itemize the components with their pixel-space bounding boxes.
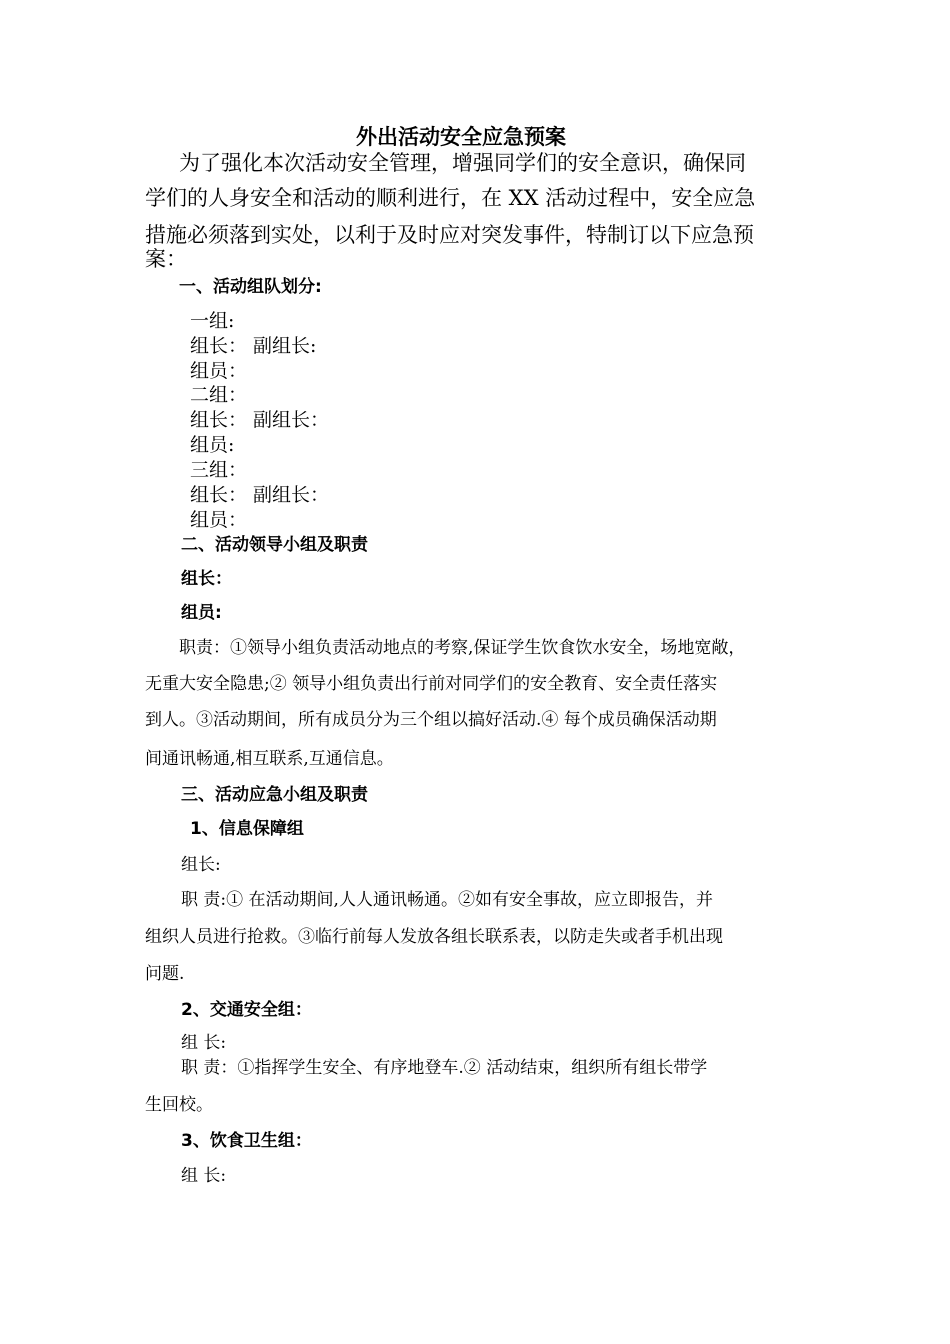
group-line: 组长： 副组长: <box>190 335 317 357</box>
group1-duty-line: 职 责:① 在活动期间,人人通讯畅通。②如有安全事故，应立即报告，并 <box>181 890 713 910</box>
intro-line-1: 为了强化本次活动安全管理，增强同学们的安全意识，确保同 <box>179 151 746 175</box>
group-line: 组员： <box>190 360 248 382</box>
group-line: 组员： <box>190 509 248 531</box>
group-line: 一组: <box>190 310 235 332</box>
section3-heading: 三、活动应急小组及职责 <box>181 785 368 805</box>
group-line: 二组： <box>190 384 248 406</box>
group2-heading: 2、交通安全组： <box>181 1000 312 1020</box>
section2-duty-line: 无重大安全隐患;② 领导小组负责出行前对同学们的安全教育、安全责任落实 <box>145 674 718 694</box>
group1-duty-line: 组织人员进行抢救。③临行前每人发放各组长联系表，以防走失或者手机出现 <box>145 927 723 947</box>
section2-members: 组员: <box>181 603 222 623</box>
group1-leader: 组长: <box>181 855 221 875</box>
group-line: 组长： 副组长： <box>190 484 330 506</box>
section2-duty-line: 间通讯畅通,相互联系,互通信息。 <box>145 749 394 769</box>
intro-line-3: 措施必须落到实处，以利于及时应对突发事件，特制订以下应急预 <box>145 223 754 247</box>
section1-heading: 一、活动组队划分: <box>179 277 322 297</box>
group1-heading: 1、信息保障组 <box>190 819 304 839</box>
group3-leader: 组 长: <box>181 1166 227 1186</box>
group2-duty-line: 职 责：①指挥学生安全、有序地登车.② 活动结束，组织所有组长带学 <box>181 1058 708 1078</box>
intro-line-2: 学们的人身安全和活动的顺利进行，在 XX 活动过程中，安全应急 <box>145 186 756 210</box>
section2-leader: 组长： <box>181 569 232 589</box>
group-line: 组长： 副组长： <box>190 409 330 431</box>
group-line: 组员: <box>190 434 235 456</box>
group3-heading: 3、饮食卫生组： <box>181 1131 312 1151</box>
group2-leader: 组 长: <box>181 1033 227 1053</box>
section2-duty-line: 职责：①领导小组负责活动地点的考察,保证学生饮食饮水安全，场地宽敞， <box>179 638 746 658</box>
group-line: 三组： <box>190 459 248 481</box>
section2-heading: 二、活动领导小组及职责 <box>181 535 368 555</box>
group2-duty-line: 生回校。 <box>145 1095 213 1115</box>
intro-line-4: 案： <box>145 247 187 271</box>
section2-duty-line: 到人。③活动期间，所有成员分为三个组以搞好活动.④ 每个成员确保活动期 <box>145 710 717 730</box>
page-title: 外出活动安全应急预案 <box>356 125 566 149</box>
group1-duty-line: 问题. <box>145 964 185 984</box>
